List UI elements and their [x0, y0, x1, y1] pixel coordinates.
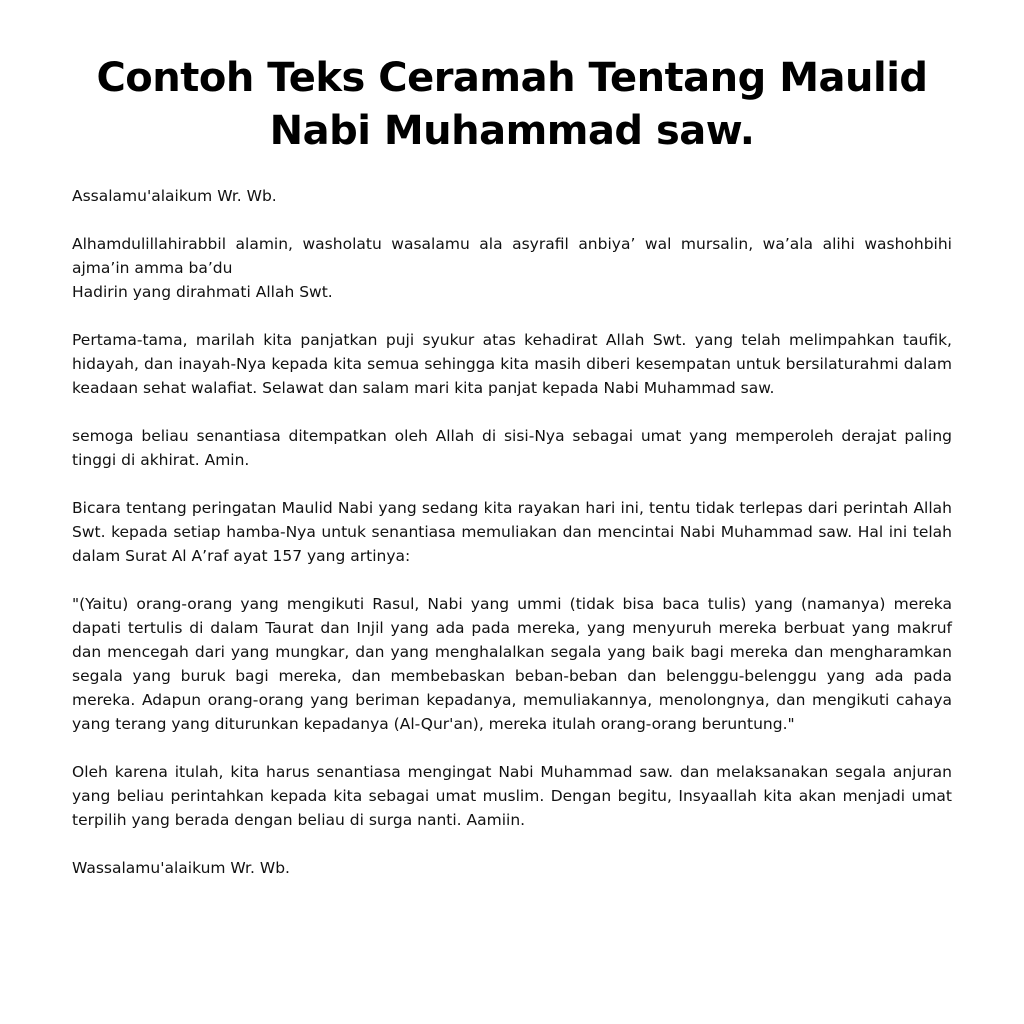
paragraph-topic: Bicara tentang peringatan Maulid Nabi yang sedang kita rayakan hari ini, tentu tidak terlepas dari perintah Allah Swt. kepada setiap hamba-Nya untuk senantiasa memuliakan dan mencintai Nabi Muhammad saw. Hal ini telah dalam Surat Al A’raf ayat 157 yang artinya:: [72, 499, 952, 565]
opening-block: [72, 232, 952, 304]
paragraph-prayer: semoga beliau senantiasa ditempatkan oleh Allah di sisi-Nya sebagai umat yang memperoleh derajat paling tinggi di akhirat. Amin.: [72, 427, 952, 469]
paragraph-conclusion: Oleh karena itulah, kita harus senantiasa mengingat Nabi Muhammad saw. dan melaksanakan segala anjuran yang beliau perintahkan kepada kita sebagai umat muslim. Dengan begitu, Insyaallah kita akan menjadi umat terpilih yang berada dengan beliau di surga nanti. Aamiin.: [72, 763, 952, 829]
document-title: Contoh Teks Ceramah Tentang Maulid Nabi Muhammad saw.: [96, 55, 928, 154]
greeting: Assalamu'alaikum Wr. Wb.: [72, 187, 277, 205]
audience-address: Hadirin yang dirahmati Allah Swt.: [72, 283, 333, 301]
speech-body: [72, 184, 952, 880]
opening-prayer: Alhamdulillahirabbil alamin, washolatu wasalamu ala asyrafil anbiya’ wal mursalin, wa’ala alihi washohbihi ajma’in amma ba’du: [72, 235, 952, 277]
quran-quote: "(Yaitu) orang-orang yang mengikuti Rasul, Nabi yang ummi (tidak bisa baca tulis) yang (namanya) mereka dapati tertulis di dalam Taurat dan Injil yang ada pada mereka, yang menyuruh mereka berbuat yang makruf dan mencegah dari yang mungkar, dan yang menghalalkan segala yang baik bagi mereka dan mengharamkan segala yang buruk bagi mereka, dan membebaskan beban-beban dan belenggu-belenggu yang ada pada mereka. Adapun orang-orang yang beriman kepadanya, memuliakannya, menolongnya, dan mengikuti cahaya yang terang yang diturunkan kepadanya (Al-Qur'an), mereka itulah orang-orang beruntung.": [72, 595, 952, 733]
closing-greeting: Wassalamu'alaikum Wr. Wb.: [72, 859, 290, 877]
paragraph-gratitude: Pertama-tama, marilah kita panjatkan puji syukur atas kehadirat Allah Swt. yang telah melimpahkan taufik, hidayah, dan inayah-Nya kepada kita semua sehingga kita masih diberi kesempatan untuk bersilaturahmi dalam keadaan sehat walafiat. Selawat dan salam mari kita panjat kepada Nabi Muhammad saw.: [72, 331, 952, 397]
